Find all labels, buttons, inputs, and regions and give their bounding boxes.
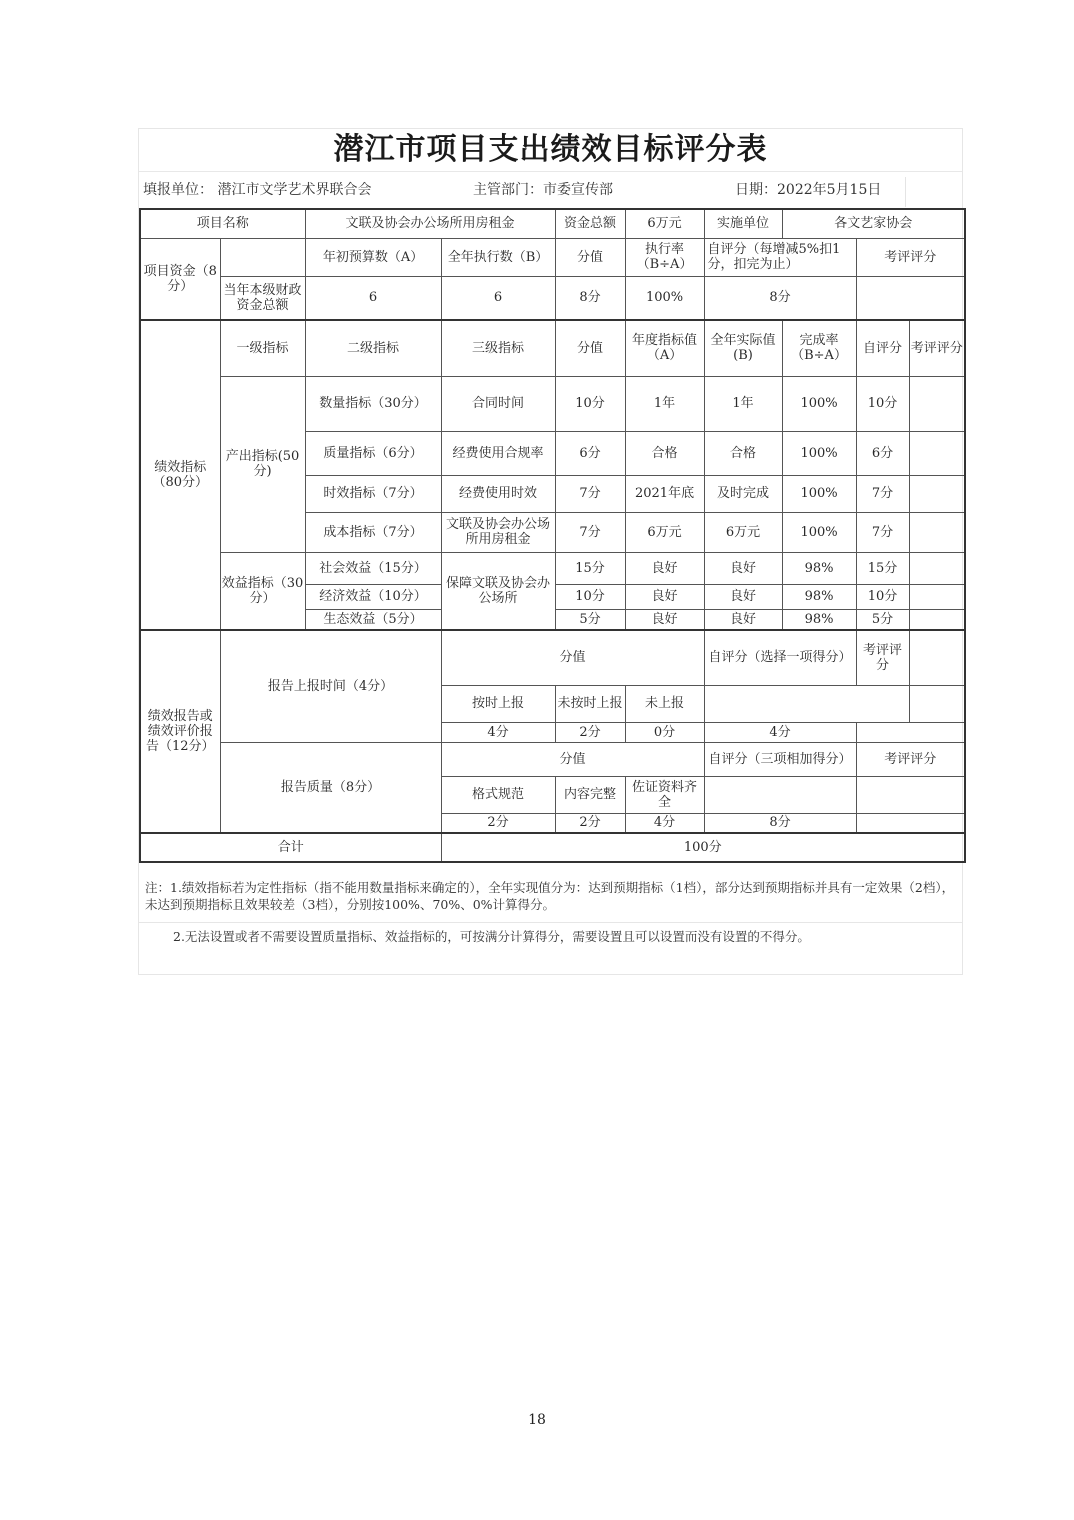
actual-cell: 合格 (704, 431, 782, 475)
funds-data-row (140, 276, 965, 320)
option-format: 格式规范 (441, 776, 555, 813)
report-quality-self-label: 自评分（三项相加得分） (704, 742, 856, 776)
perf-header-row (140, 320, 965, 376)
option-late: 未按时上报 (555, 685, 625, 722)
score-cell: 10分 (555, 584, 625, 609)
level2-cell: 社会效益（15分） (305, 552, 441, 584)
funds-self: 8分 (704, 276, 856, 320)
total-row (140, 833, 965, 862)
points-content: 2分 (555, 813, 625, 833)
level2-cell: 生态效益（5分） (305, 609, 441, 630)
report-time-label: 报告上报时间（4分） (220, 630, 441, 742)
report-time-eval-label: 考评评分 (856, 630, 909, 685)
report-quality-self-score: 8分 (704, 813, 856, 833)
rate-cell: 100% (782, 431, 856, 475)
report-time-header-row (140, 630, 965, 685)
header-rate: 完成率（B÷A） (782, 320, 856, 376)
target-cell: 6万元 (625, 512, 704, 552)
reporting-unit: 填报单位： 潜江市文学艺术界联合会 (143, 182, 372, 198)
points-none: 0分 (625, 722, 704, 742)
report-group-label: 绩效报告或绩效评价报告（12分） (140, 630, 220, 833)
funds-row-label: 当年本级财政资金总额 (220, 276, 305, 320)
self-cell: 7分 (856, 512, 909, 552)
funds-blank-cell (220, 238, 305, 276)
self-cell: 15分 (856, 552, 909, 584)
level3-cell: 文联及协会办公场所用房租金 (441, 512, 555, 552)
actual-cell: 良好 (704, 552, 782, 584)
score-table (139, 208, 966, 863)
eval-cell (909, 552, 965, 584)
self-cell: 7分 (856, 475, 909, 512)
rate-cell: 98% (782, 584, 856, 609)
funds-total-label: 资金总额 (555, 209, 625, 238)
points-ontime: 4分 (441, 722, 555, 742)
score-cell: 7分 (555, 512, 625, 552)
total-label: 合计 (140, 833, 441, 862)
report-time-self-score: 4分 (704, 722, 856, 742)
funds-eval (856, 276, 965, 320)
note-1: 注：1.绩效指标若为定性指标（指不能用数量指标来确定的），全年实现值分为：达到预期指标（1档），部分达到预期指标并具有一定效果（2档），未达到预期指标且效果较差（3档），分别按100%、70%、0%计算得分。 (145, 880, 955, 912)
score-cell: 7分 (555, 475, 625, 512)
target-cell: 1年 (625, 376, 704, 431)
level3-cell: 合同时间 (441, 376, 555, 431)
level2-cell: 数量指标（30分） (305, 376, 441, 431)
header-level3: 三级指标 (441, 320, 555, 376)
header-eval-score: 考评评分 (856, 238, 965, 276)
header-exec: 全年执行数（B） (441, 238, 555, 276)
note-2: 2.无法设置或者不需要设置质量指标、效益指标的，可按满分计算得分，需要设置且可以设置而没有设置的不得分。 (173, 929, 810, 944)
report-quality-eval-score (856, 813, 965, 833)
eval-cell (909, 584, 965, 609)
actual-cell: 1年 (704, 376, 782, 431)
report-time-score-label: 分值 (441, 630, 704, 685)
eval-cell (909, 431, 965, 475)
eval-cell (909, 376, 965, 431)
actual-cell: 及时完成 (704, 475, 782, 512)
header-target: 年度指标值（A） (625, 320, 704, 376)
supervising-dept: 主管部门：市委宣传部 (473, 182, 613, 198)
header-level2: 二级指标 (305, 320, 441, 376)
info-divider (905, 177, 906, 207)
level2-cell: 时效指标（7分） (305, 475, 441, 512)
rate-cell: 100% (782, 512, 856, 552)
header-score: 分值 (555, 320, 625, 376)
option-none: 未上报 (625, 685, 704, 722)
project-name-value: 文联及协会办公场所用房租金 (305, 209, 555, 238)
points-format: 2分 (441, 813, 555, 833)
report-quality-eval-blank (856, 776, 965, 813)
funds-budget: 6 (305, 276, 441, 320)
target-cell: 2021年底 (625, 475, 704, 512)
header-exec-rate: 执行率（B÷A） (625, 238, 704, 276)
header-self: 自评分 (856, 320, 909, 376)
option-content: 内容完整 (555, 776, 625, 813)
level3-cell: 经费使用时效 (441, 475, 555, 512)
target-cell: 良好 (625, 552, 704, 584)
report-quality-eval-label: 考评评分 (856, 742, 965, 776)
level2-cell: 质量指标（6分） (305, 431, 441, 475)
header-budget: 年初预算数（A） (305, 238, 441, 276)
self-cell: 5分 (856, 609, 909, 630)
points-evidence: 4分 (625, 813, 704, 833)
report-time-self-blank (704, 685, 909, 722)
table-row (140, 552, 965, 584)
option-ontime: 按时上报 (441, 685, 555, 722)
report-time-self-label: 自评分（选择一项得分） (704, 630, 856, 685)
report-time-eval-blank (909, 685, 965, 722)
rate-cell: 98% (782, 552, 856, 584)
level2-cell: 经济效益（10分） (305, 584, 441, 609)
report-quality-score-label: 分值 (441, 742, 704, 776)
table-row (140, 376, 965, 431)
rate-cell: 100% (782, 376, 856, 431)
impl-unit-value: 各文艺家协会 (782, 209, 965, 238)
target-cell: 合格 (625, 431, 704, 475)
funds-rate: 100% (625, 276, 704, 320)
eval-cell (909, 609, 965, 630)
funds-exec: 6 (441, 276, 555, 320)
actual-cell: 6万元 (704, 512, 782, 552)
report-quality-label: 报告质量（8分） (220, 742, 441, 833)
benefit-indicator-label: 效益指标（30分） (220, 552, 305, 630)
target-cell: 良好 (625, 609, 704, 630)
header-eval: 考评评分 (909, 320, 965, 376)
self-cell: 10分 (856, 376, 909, 431)
notes-divider (139, 922, 962, 923)
header-actual: 全年实际值(B) (704, 320, 782, 376)
level3-cell: 经费使用合规率 (441, 431, 555, 475)
impl-unit-label: 实施单位 (704, 209, 782, 238)
target-cell: 良好 (625, 584, 704, 609)
sheet-title: 潜江市项目支出绩效目标评分表 (139, 129, 962, 172)
eval-cell (909, 512, 965, 552)
report-time-eval-score (856, 722, 965, 742)
report-quality-header-row (140, 742, 965, 776)
rate-cell: 98% (782, 609, 856, 630)
funds-group-label: 项目资金（8分） (140, 238, 220, 320)
actual-cell: 良好 (704, 609, 782, 630)
info-row (139, 173, 962, 207)
total-value: 100分 (441, 833, 965, 862)
eval-cell (909, 475, 965, 512)
self-cell: 10分 (856, 584, 909, 609)
rate-cell: 100% (782, 475, 856, 512)
perf-group-label: 绩效指标（80分） (140, 320, 220, 630)
self-cell: 6分 (856, 431, 909, 475)
report-quality-self-blank (704, 776, 856, 813)
option-evidence: 佐证资料齐全 (625, 776, 704, 813)
score-cell: 15分 (555, 552, 625, 584)
score-cell: 6分 (555, 431, 625, 475)
score-sheet (138, 128, 963, 975)
score-cell: 10分 (555, 376, 625, 431)
funds-total-value: 6万元 (625, 209, 704, 238)
report-date: 日期：2022年5月15日 (735, 182, 882, 198)
header-score: 分值 (555, 238, 625, 276)
page-number: 18 (528, 1412, 546, 1428)
actual-cell: 良好 (704, 584, 782, 609)
report-time-eval-value (909, 630, 965, 685)
level2-cell: 成本指标（7分） (305, 512, 441, 552)
points-late: 2分 (555, 722, 625, 742)
header-level1: 一级指标 (220, 320, 305, 376)
benefit-level3-cell: 保障文联及协会办公场所 (441, 552, 555, 630)
funds-header-row (140, 238, 965, 276)
output-indicator-label: 产出指标(50分) (220, 376, 305, 552)
project-name-label: 项目名称 (140, 209, 305, 238)
header-self-score: 自评分（每增减5%扣1分，扣完为止） (704, 238, 856, 276)
project-row (140, 209, 965, 238)
funds-score: 8分 (555, 276, 625, 320)
score-cell: 5分 (555, 609, 625, 630)
